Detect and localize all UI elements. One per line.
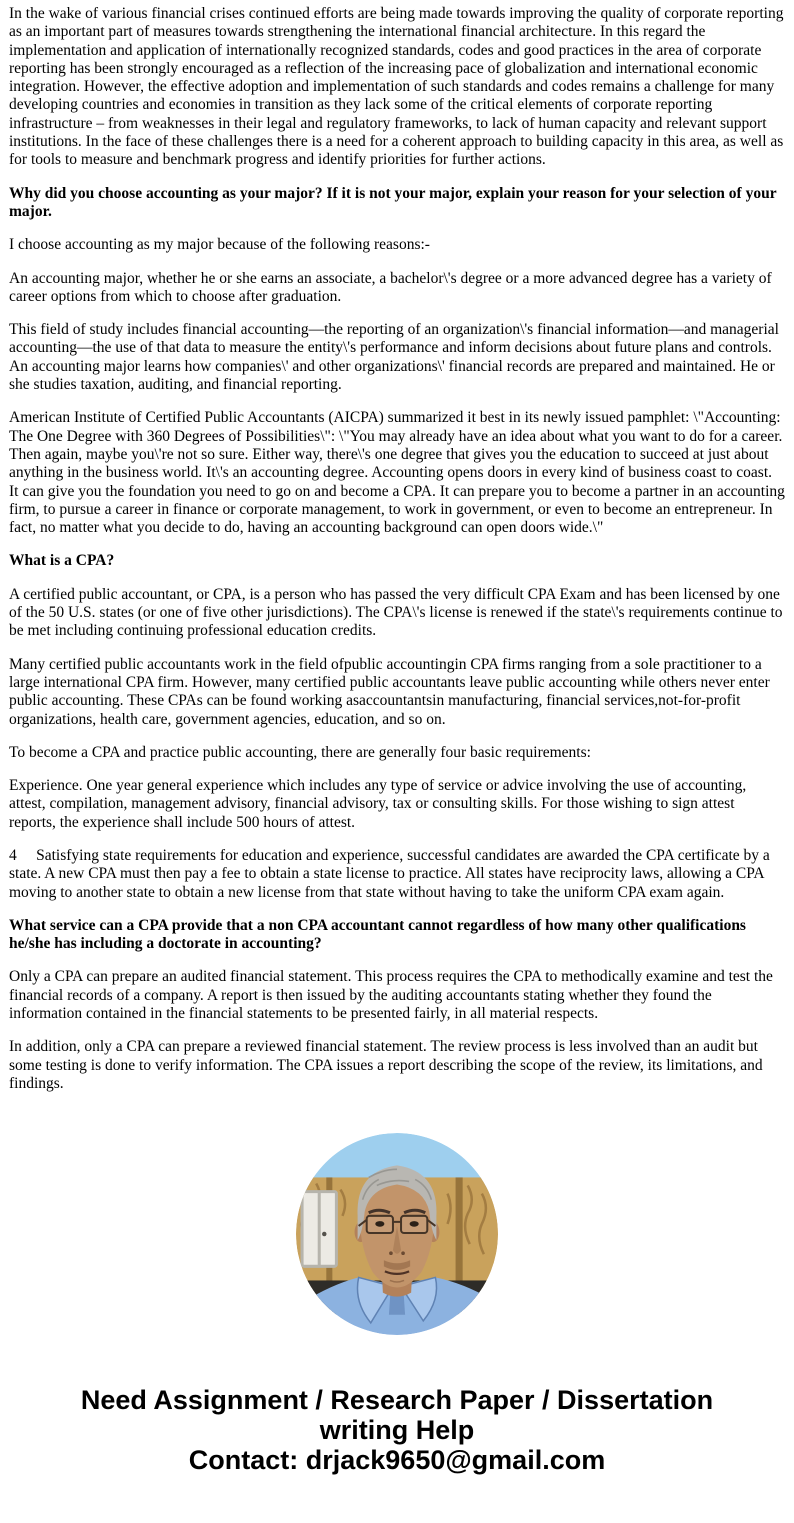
paragraph: I choose accounting as my major because of the following reasons:-: [9, 236, 430, 254]
photo-nostril-right: [401, 1252, 405, 1256]
paragraph: Only a CPA can prepare an audited financial statement. This process requires the CPA to methodically examine and test the financial records of a company. A report is then issued by the auditing accountants stating whether they found the information contained in the financial statements to be presented fairly, in all material respects.: [9, 968, 777, 1023]
intro-paragraph: In the wake of various financial crises continued efforts are being made towards improving the quality of corporate reporting as an important part of measures towards strengthening the international financial architecture. In this regard the implementation and application of internationally recognized standards, codes and good practices in the area of corporate reporting has been strongly encouraged as a reflection of the increasing pace of globalization and international economic integration. However, the effective adoption and implementation of such standards and codes remains a challenge for many developing countries and economies in transition as they lack some of the critical elements of corporate reporting infrastructure – from weaknesses in their legal and regulatory frameworks, to lack of human capacity and relevant support institutions. In the face of these challenges there is a need for a coherent approach to building capacity in this area, as well as for tools to measure and benchmark progress and identify priorities for further actions.: [9, 5, 788, 169]
paragraph: To become a CPA and practice public accounting, there are generally four basic requirements:: [9, 743, 591, 761]
question-heading-major: Why did you choose accounting as your major? If it is not your major, explain your reason for your selection of your major.: [9, 184, 781, 220]
paragraph: In addition, only a CPA can prepare a reviewed financial statement. The review process is less involved than an audit but some testing is done to verify information. The CPA issues a report describing the scope of the review, its limitations, and findings.: [9, 1038, 767, 1092]
photo-wall-strip-right: [456, 1178, 463, 1289]
question-heading-what-is-cpa: What is a CPA?: [9, 552, 115, 570]
ad-contact-email: Contact: drjack9650@gmail.com: [188, 1445, 606, 1476]
question-heading-cpa-service: What service can a CPA provide that a non CPA accountant cannot regardless of how many other qualifications he/she has including a doctorate in accounting?: [9, 916, 750, 953]
paragraph: 4 Satisfying state requirements for education and experience, successful candidates are awarded the CPA certificate by a state. A new CPA must then pay a fee to obtain a state license to practice. All states have reciprocity laws, allowing a CPA moving to another state to obtain a new license from that state without having to take the uniform CPA exam again.: [9, 846, 774, 901]
portrait-illustration: [296, 1133, 498, 1335]
photo-eye-right: [410, 1221, 419, 1227]
paragraph: A certified public accountant, or CPA, is a person who has passed the very difficult CPA Exam and has been licensed by one of the 50 U.S. states (or one of five other jurisdictions). The CPA\'s license is renewed if the state\'s requirements continue to be met including continuing professional education credits.: [9, 585, 787, 640]
paragraph: Many certified public accountants work in the field ofpublic accountingin CPA firms ranging from a sole practitioner to a large international CPA firm. However, many certified public accountants leave public accounting while others never enter public accounting. These CPAs can be found working asaccountantsin manufacturing, financial services,not-for-profit organizations, health care, government agencies, education, and so on.: [9, 655, 774, 728]
photo-window: [302, 1192, 336, 1267]
photo-eye-left: [375, 1221, 384, 1227]
photo-nostril-left: [389, 1252, 393, 1256]
paragraph: Experience. One year general experience which includes any type of service or advice involving the use of accounting, attest, compilation, management advisory, financial advisory, tax or consulting skills. For those wishing to sign attest reports, the experience shall include 500 hours of attest.: [9, 777, 751, 831]
ad-title: Need Assignment / Research Paper / Dissertation writing Help: [80, 1385, 714, 1446]
paragraph: American Institute of Certified Public Accountants (AICPA) summarized it best in its newly issued pamphlet: \"Accounting: The One Degree with 360 Degrees of Possibilities\": \"You may already have an idea about what you want to do for a career. Then again, maybe you\'re not so sure. Either way, there\'s one degree that gives you the education to succeed at just about anything in the business world. It\'s an accounting degree. Accounting opens doors in every kind of business coast to coast. It can give you the foundation you need to go on and become a CPA. It can prepare you to become a partner in an accounting firm, to pursue a career in finance or corporate management, to work in government, or even to become an entrepreneur. In fact, no matter what you decide to do, having an accounting background can open doors wide.\": [9, 409, 789, 537]
advertisement-footer: [42, 1385, 752, 1505]
paragraph: This field of study includes financial accounting—the reporting of an organization\'s financial information—and managerial accounting—the use of that data to measure the entity\'s performance and inform decisions about future plans and controls. An accounting major learns how companies\' and other organizations\' financial records are prepared and maintained. He or she studies taxation, auditing, and financial reporting.: [9, 321, 783, 394]
profile-photo: [296, 1133, 498, 1335]
paragraph: An accounting major, whether he or she earns an associate, a bachelor\'s degree or a more advanced degree has a variety of career options from which to choose after graduation.: [9, 269, 776, 305]
